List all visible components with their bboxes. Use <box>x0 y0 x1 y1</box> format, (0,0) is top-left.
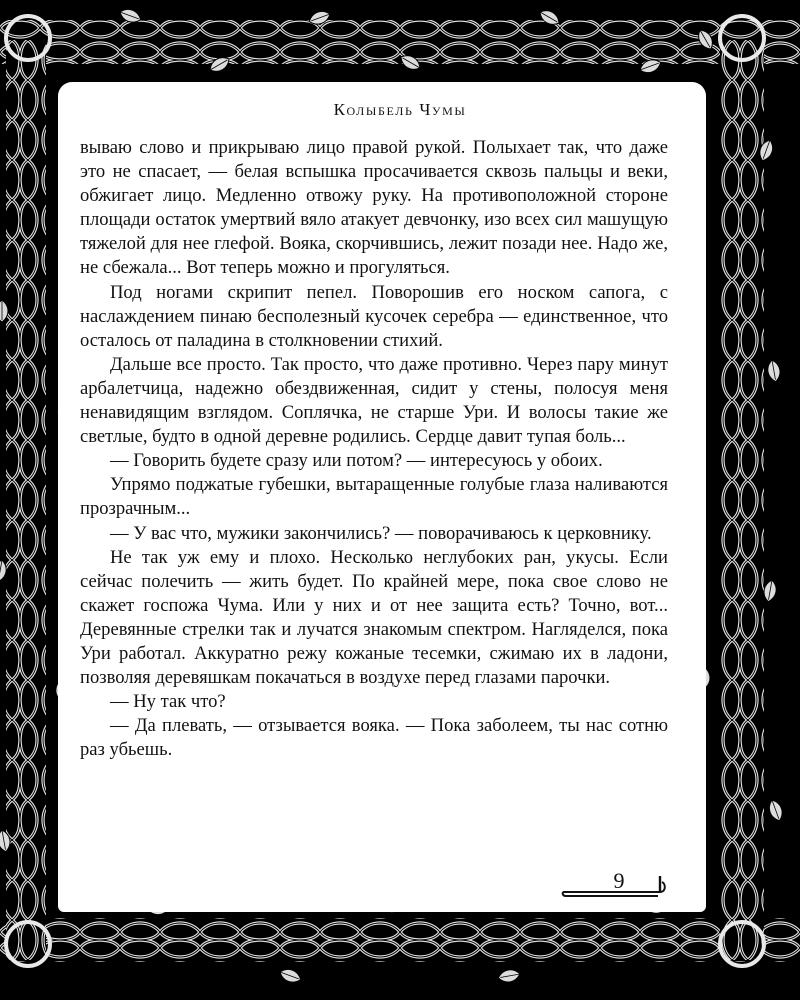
paragraph: Упрямо поджатые губешки, вытаращенные голубые глаза наливаются прозрачным... <box>80 474 668 520</box>
paragraph: вываю слово и прикрываю лицо правой рукой. Полыхает так, что даже это не спасает, — белая вспышка просачивается сквозь пальцы и веки, обжигает лицо. Медленно отвожу руку. На противоположной стороне площади остаток умертвий вяло атакует девчонку, изо всех сил машущую тяжелой для нее глефой. Вояка, скорчившись, лежит позади нее. Надо же, не сбежала... Вот теперь можно и прогуляться. <box>80 137 668 279</box>
folio <box>560 868 672 904</box>
body-text <box>80 136 668 762</box>
paragraph: Под ногами скрипит пепел. Поворошив его носком сапога, с наслаждением пинаю бесполезный кусочек серебра — единственное, что осталось от паладина в столкновении стихий. <box>80 281 668 351</box>
running-head: Колыбель Чумы <box>333 100 467 119</box>
paragraph: — У вас что, мужики закончились? — поворачиваюсь к церковнику. <box>110 522 652 544</box>
paragraph: — Говорить будете сразу или потом? — интересуюсь у обоих. <box>110 450 603 472</box>
paragraph: — Да плевать, — отзывается вояка. — Пока заболеем, ты нас сотню раз убьешь. <box>80 715 668 761</box>
paragraph: Дальше все просто. Так просто, что даже противно. Через пару минут арбалетчица, надежно обездвиженная, сидит у стены, полосуя меня ненавидящим взглядом. Соплячка, не старше Ури. И волосы такие же светлые, будто в одной деревне родились. Сердце давит тупая боль... <box>80 353 668 448</box>
page-number: 9 <box>613 868 625 893</box>
paragraph: — Ну так что? <box>110 691 226 713</box>
paragraph: Не так уж ему и плохо. Несколько неглубоких ран, укусы. Если сейчас полечить — жить будет. По крайней мере, пока свое слово не скажет госпожа Чума. Или у них и от нее защита есть? Точно, вот... Деревянные стрелки так и лучатся знакомым спектром. Нагляделся, пока Ури работал. Аккуратно режу кожаные тесемки, сжимаю их в ладони, позволяя деревяшкам покачаться в воздухе перед глазами парочки. <box>80 546 668 689</box>
